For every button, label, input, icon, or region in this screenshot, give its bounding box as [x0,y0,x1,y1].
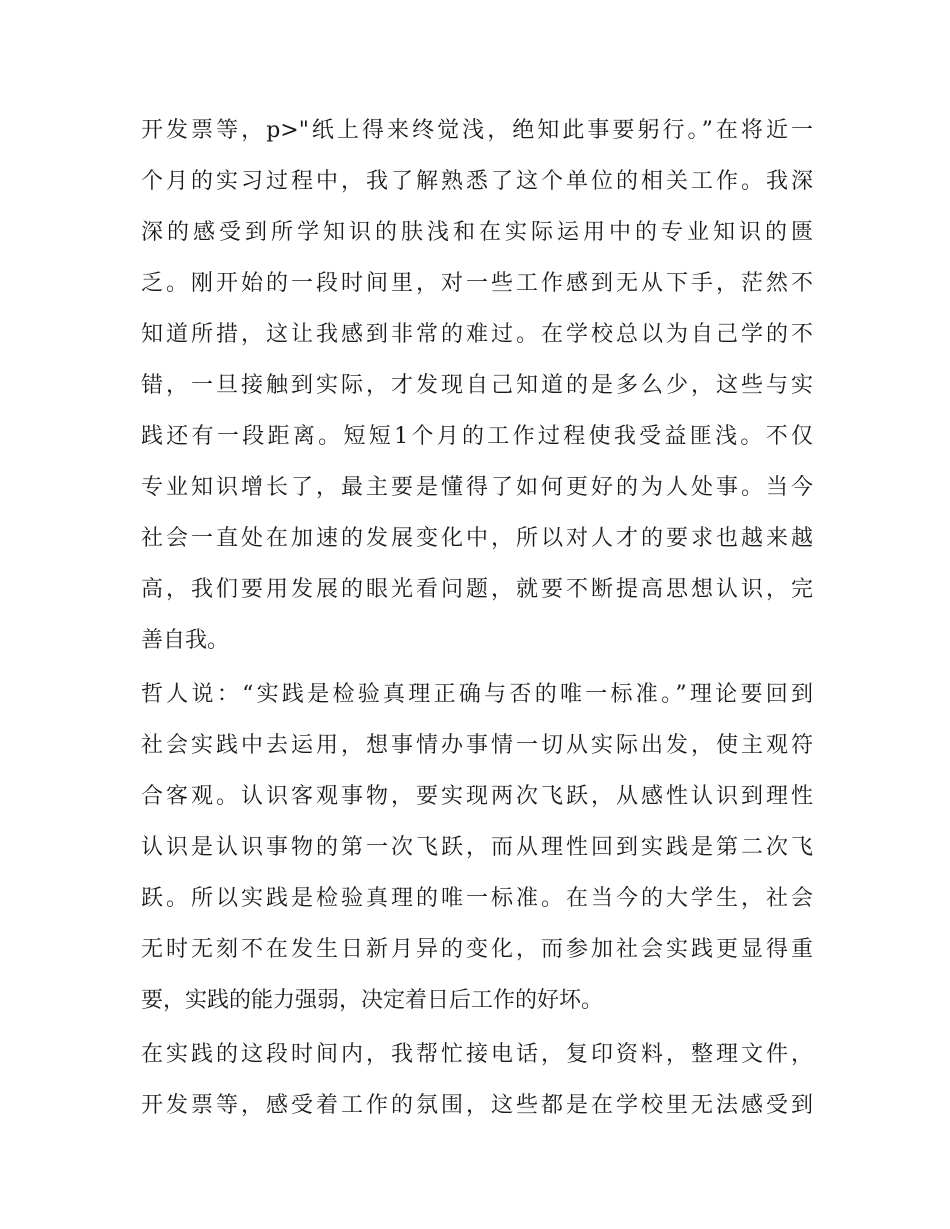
paragraph-line: 社会实践中去运用，想事情办事情一切从实际出发，使主观符 [141,733,813,758]
paragraph-line: 开发票等，感受着工作的氛围，这些都是在学校里无法感受到 [141,1093,813,1118]
paragraph-line: 开发票等，p>"纸上得来终觉浅，绝知此事要躬行。”在将近一 [141,118,813,143]
paragraph-3 [141,1029,813,1131]
paragraph-line: 认识是认识事物的第一次飞跃，而从理性回到实践是第二次飞 [141,835,813,860]
paragraph-line: 知道所措，这让我感到非常的难过。在学校总以为自己学的不 [141,322,813,347]
paragraph-line: 哲人说：“实践是检验真理正确与否的唯一标准。”理论要回到 [141,682,813,707]
paragraph-line: 要，实践的能力强弱，决定着日后工作的好坏。 [141,988,604,1013]
paragraph-1 [141,105,813,666]
paragraph-line: 社会一直处在加速的发展变化中，所以对人才的要求也越来越 [141,526,813,551]
paragraph-line: 在实践的这段时间内，我帮忙接电话，复印资料，整理文件， [141,1042,813,1067]
paragraph-line: 合客观。认识客观事物，要实现两次飞跃，从感性认识到理性 [141,784,813,809]
paragraph-line: 错，一旦接触到实际，才发现自己知道的是多么少，这些与实 [141,373,813,398]
paragraph-line: 跃。所以实践是检验真理的唯一标准。在当今的大学生，社会 [141,886,813,911]
document-body [141,105,813,1131]
paragraph-line: 个月的实习过程中，我了解熟悉了这个单位的相关工作。我深 [141,169,813,194]
paragraph-line: 乏。刚开始的一段时间里，对一些工作感到无从下手，茫然不 [141,271,813,296]
paragraph-line: 深的感受到所学知识的肤浅和在实际运用中的专业知识的匮 [141,220,813,245]
paragraph-2 [141,669,813,1026]
paragraph-line: 践还有一段距离。短短1个月的工作过程使我受益匪浅。不仅 [141,424,813,449]
paragraph-line: 专业知识增长了，最主要是懂得了如何更好的为人处事。当今 [141,475,813,500]
paragraph-line: 无时无刻不在发生日新月异的变化，而参加社会实践更显得重 [141,937,813,962]
paragraph-line: 善自我。 [141,628,230,653]
paragraph-line: 高，我们要用发展的眼光看问题，就要不断提高思想认识，完 [141,577,813,602]
